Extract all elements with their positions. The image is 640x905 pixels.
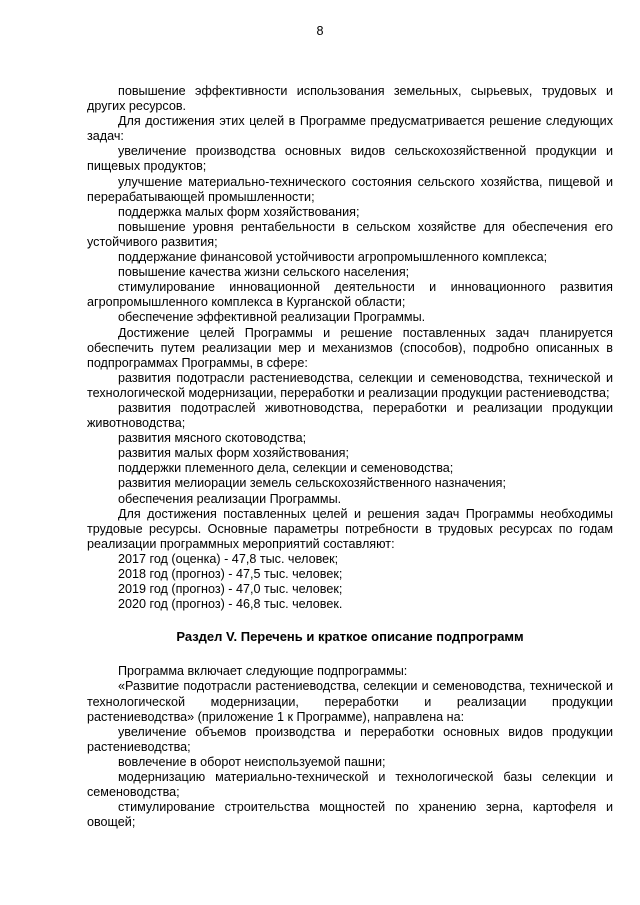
paragraph: стимулирование строительства мощностей по хранению зерна, картофеля и овощей; [87,800,613,830]
document-body [87,84,613,830]
paragraph: увеличение объемов производства и переработки основных видов продукции растениеводства; [87,724,613,754]
paragraph: развития мясного скотоводства; [118,431,307,446]
paragraph: обеспечение эффективной реализации Программы. [118,310,426,325]
page-number: 8 [316,24,324,38]
section-heading: Раздел V. Перечень и краткое описание подпрограмм [176,629,524,645]
year-line: 2020 год (прогноз) - 46,8 тыс. человек. [118,597,343,612]
paragraph: Для достижения поставленных целей и решения задач Программы необходимы трудовые ресурсы. Основные параметры потребности в трудовых ресурсах по годам реализации программных мероприятий составляют: [87,506,613,551]
paragraph: модернизацию материально-технической и технологической базы селекции и семеноводства; [87,770,613,800]
paragraph: Достижение целей Программы и решение поставленных задач планируется обеспечить путем реализации мер и механизмов (способов), подробно описанных в подпрограммах Программы, в сфере: [87,325,613,370]
paragraph: обеспечения реализации Программы. [118,491,342,506]
paragraph: Программа включает следующие подпрограммы: [118,664,408,679]
paragraph: увеличение производства основных видов сельскохозяйственной продукции и пищевых продуктов; [87,144,613,174]
year-line: 2017 год (оценка) - 47,8 тыс. человек; [118,551,339,566]
year-line: 2018 год (прогноз) - 47,5 тыс. человек; [118,567,343,581]
year-line: 2019 год (прогноз) - 47,0 тыс. человек; [118,582,343,597]
paragraph: поддержка малых форм хозяйствования; [118,204,360,219]
paragraph: развития малых форм хозяйствования; [118,446,349,461]
paragraph: развития мелиорации земель сельскохозяйственного назначения; [118,476,506,491]
paragraph: повышение качества жизни сельского населения; [118,265,410,280]
paragraph: повышение эффективности использования земельных, сырьевых, трудовых и других ресурсов. [87,84,613,114]
paragraph: Для достижения этих целей в Программе предусматривается решение следующих задач: [87,114,613,144]
paragraph: поддержание финансовой устойчивости агропромышленного комплекса; [118,250,548,265]
paragraph: поддержки племенного дела, селекции и семеноводства; [118,461,454,476]
paragraph: развития подотрасли растениеводства, селекции и семеноводства, технической и технологической модернизации, переработки и реализации продукции растениеводства; [87,370,613,400]
paragraph: вовлечение в оборот неиспользуемой пашни; [118,754,386,769]
paragraph: стимулирование инновационной деятельности и инновационного развития агропромышленного комплекса в Курганской области; [87,280,613,310]
paragraph: повышение уровня рентабельности в сельском хозяйстве для обеспечения его устойчивого развития; [87,219,613,249]
paragraph: улучшение материально-технического состояния сельского хозяйства, пищевой и перерабатывающей промышленности; [87,174,613,204]
paragraph: развития подотраслей животноводства, переработки и реализации продукции животноводства; [87,400,613,431]
paragraph: «Развитие подотрасли растениеводства, селекции и семеноводства, технической и технологической модернизации, переработки и реализации продукции растениеводства» (приложение 1 к Программе), направлена на: [87,679,613,724]
